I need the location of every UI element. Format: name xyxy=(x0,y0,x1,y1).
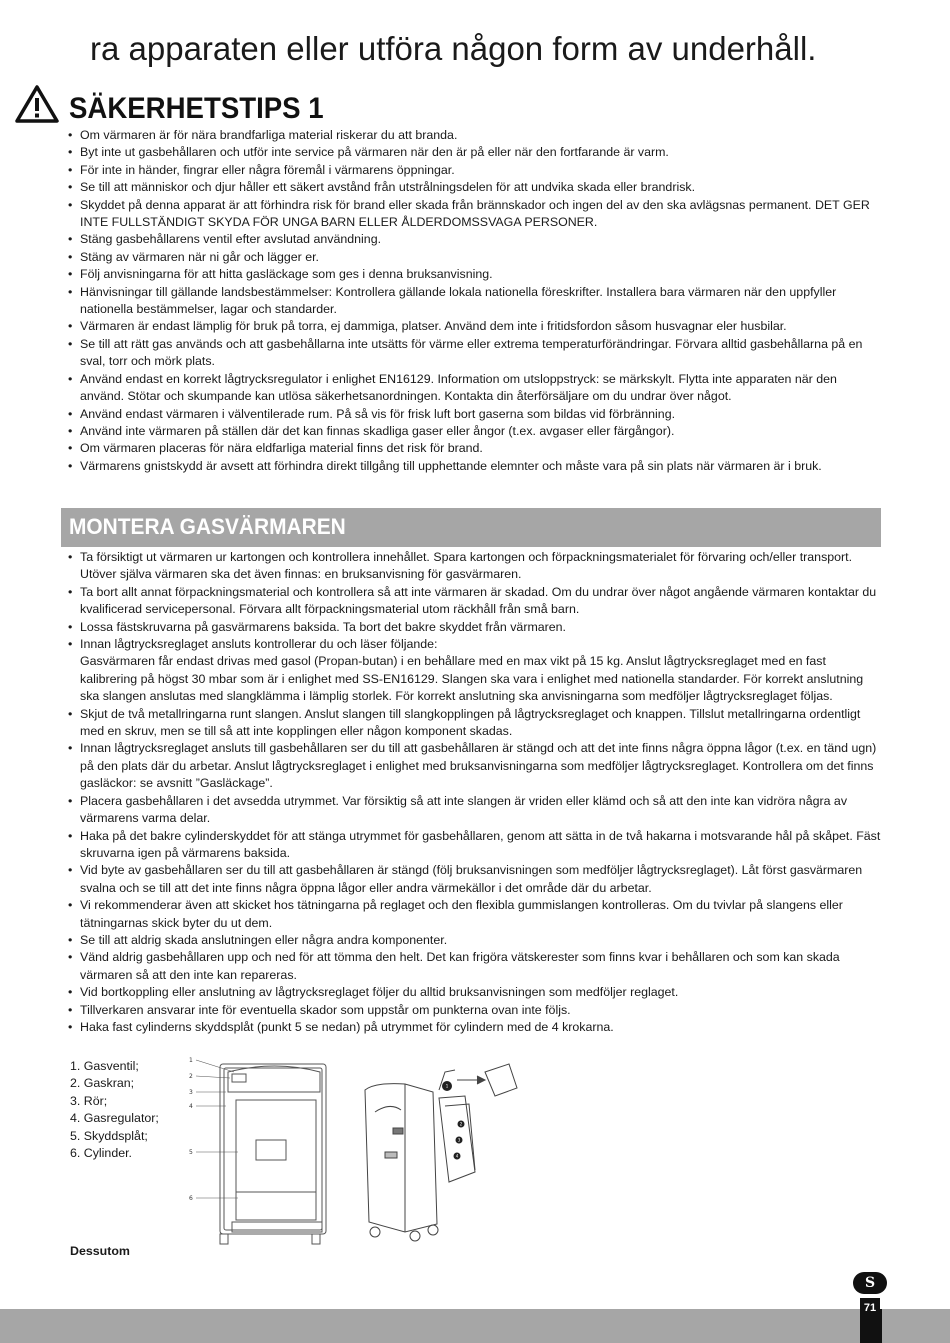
continued-text: ra apparaten eller utföra någon form av underhåll. xyxy=(90,30,817,67)
list-item: • Använd endast värmaren i välventilerade rum. På så vis för frisk luft bort gaserna som bildas vid förbränning. xyxy=(68,406,882,423)
figure-label: 2 xyxy=(189,1073,193,1080)
figure-label: 5 xyxy=(189,1149,193,1156)
list-item: • För inte in händer, fingrar eller några föremål i värmarens öppningar. xyxy=(68,162,882,179)
list-item: • Lossa fästskruvarna på gasvärmarens baksida. Ta bort det bakre skyddet från värmaren. xyxy=(68,619,882,636)
figure-label: 4 xyxy=(189,1103,193,1110)
list-item: • Stäng av värmaren när ni går och lägger er. xyxy=(68,249,882,266)
list-item: • Värmaren är endast lämplig för bruk på torra, ej dammiga, platser. Använd dem inte i fritidsfordon såsom husvagnar eler husbilar. xyxy=(68,318,882,335)
footer-bar xyxy=(0,1309,950,1343)
heater-back-diagram xyxy=(186,1052,336,1250)
section-banner xyxy=(61,508,881,547)
list-item: • Vid bortkoppling eller anslutning av lågtrycksreglaget följer du alltid bruksanvisningen som medföljer reglaget. xyxy=(68,984,882,1001)
list-item: • Se till att människor och djur håller ett säkert avstånd från utstrålningsdelen för att undvika skada eller brandrisk. xyxy=(68,179,882,196)
list-item: • Vi rekommenderar även att skicket hos tätningarna på reglaget och den flexibla gummislangen kontrolleras. Om du tvivlar på slangens eller tätningarnas skick byter du ut dem. xyxy=(68,897,882,932)
figure-label: 3 xyxy=(189,1089,193,1096)
page-number: 71 xyxy=(860,1298,880,1318)
assembly-bullet-list xyxy=(68,549,882,1036)
list-item: 3. Rör; xyxy=(70,1093,108,1108)
section-title-assembly: MONTERA GASVÄRMAREN xyxy=(69,514,346,539)
figure-label: 6 xyxy=(189,1195,193,1202)
list-item: • Haka fast cylinderns skyddsplåt (punkt 5 se nedan) på utrymmet för cylindern med de 4 krokarna. xyxy=(68,1019,882,1036)
heater-assembly-diagram xyxy=(345,1052,545,1242)
dessutom-label: Dessutom xyxy=(70,1244,130,1258)
warning-triangle-icon xyxy=(14,84,60,124)
list-item: 4. Gasregulator; xyxy=(70,1111,159,1126)
list-item: • Ta försiktigt ut värmaren ur kartongen och kontrollera innehållet. Spara kartongen och förpackningsmaterialet för förvaring och/eller transport. Utöver själva värmaren ska det även finnas: en bruksanvisning för gasvärmaren. xyxy=(68,549,882,584)
figure-label: 2 xyxy=(459,1121,463,1127)
figure-label: 3 xyxy=(457,1137,461,1143)
list-item: • Placera gasbehållaren i det avsedda utrymmet. Var försiktig så att inte slangen är vriden eller klämd och så att den inte kan vidröra några av värmarens varma delar. xyxy=(68,793,882,828)
list-item: • Tillverkaren ansvarar inte för eventuella skador som uppstår om punkterna ovan inte följs. xyxy=(68,1002,882,1019)
list-item: • Skjut de två metallringarna runt slangen. Anslut slangen till slangkopplingen på lågtrycksreglaget och knappen. Tillslut metallringarna ordentligt med en skruv, men se till så att inte kopplingen eller någon komponent skadas. xyxy=(68,706,882,741)
section-title-safety: SÄKERHETSTIPS 1 xyxy=(69,92,324,125)
list-item: • Se till att rätt gas används och att gasbehållarna inte utsätts för värme eller extrema temperaturförändringar. Förvara alltid gasbehållarna på en sval, torr och mörk plats. xyxy=(68,336,882,371)
list-item: 1. Gasventil; xyxy=(70,1059,139,1073)
list-item: • Använd endast en korrekt lågtrycksregulator i enlighet EN16129. Information om utsloppstryck: se märkskylt. Flytta inte apparaten när den använd. Stötar och skumpande kan utlösa säkerhetsanordningen. Kontakta din återförsäljare om du undrar över något. xyxy=(68,371,882,406)
list-item: • Använd inte värmaren på ställen där det kan finnas skadliga gaser eller ångor (t.ex. avgaser eller färgångor). xyxy=(68,423,882,440)
list-item: • Haka på det bakre cylinderskyddet för att stänga utrymmet för gasbehållaren, genom att sätta in de två hakarna i motsvarande hål på skåpet. Fäst skruvarna igen på värmarens baksida. xyxy=(68,828,882,863)
list-item: • Följ anvisningarna för att hitta gasläckage som ges i denna bruksanvisning. xyxy=(68,266,882,283)
list-item: • Stäng gasbehållarens ventil efter avslutad användning. xyxy=(68,231,882,248)
list-item: • Hänvisningar till gällande landsbestämmelser: Kontrollera gällande lokala nationella föreskrifter. Installera bara värmaren när den uppfyller nationella bestämmelser, lagar och standarder. xyxy=(68,284,882,319)
list-item: • Om värmaren är för nära brandfarliga material riskerar du att branda. xyxy=(68,127,882,144)
list-item: • Byt inte ut gasbehållaren och utför inte service på värmaren när den är på eller när den fortfarande är varm. xyxy=(68,144,882,161)
list-item: • Om värmaren placeras för nära eldfarliga material finns det risk för brand. xyxy=(68,440,882,457)
safety-bullet-list xyxy=(68,127,882,475)
figure-label: 4 xyxy=(455,1153,459,1159)
list-item: • Ta bort allt annat förpackningsmaterial och kontrollera så att inte värmaren är skadad. Om du undrar över något angående värmaren kontaktar du kvalificerad servicepersonal. Förvara allt förpackningsmaterial utom räckhåll från små barn. xyxy=(68,584,882,619)
language-badge: S xyxy=(853,1272,887,1294)
list-item: 6. Cylinder. xyxy=(70,1146,132,1161)
figure-label: 1 xyxy=(445,1083,449,1089)
list-item: • Se till att aldrig skada anslutningen eller några andra komponenter. xyxy=(68,932,882,949)
list-item: • Vänd aldrig gasbehållaren upp och ned för att tömma den helt. Det kan frigöra vätskerester som finns kvar i behållaren och som kan skada värmaren så att den inte kan repareras. xyxy=(68,949,882,984)
list-item: • Innan lågtrycksreglaget ansluts till gasbehållaren ser du till att gasbehållaren är stängd och att det inte finns några öppna lågor (t.ex. en tänd ugn) på den plats där du arbetar. Anslut lågtrycksreglaget i enlighet med bruksanvisningarna som medföljer lågtrycksreglaget. Kontrollera om det finns gasläckor: se avsnitt ”Gasläckage”. xyxy=(68,740,882,792)
parts-list xyxy=(70,1058,159,1162)
list-item: • Innan lågtrycksreglaget ansluts kontrollerar du och läser följande: Gasvärmaren får endast drivas med gasol (Propan-butan) i en behållare med en max vikt på 15 kg. Anslut lågtrycksreglaget med en fast kalibrering på högst 30 mbar som är i enlighet med SS-EN16129. Slangen ska vara i enlighet med nationella standarder. För korrekt anslutning ska slangen anslutas med slangklämma i lämplig storlek. För korrekt anslutning ska anvisningarna som medföljer lågtrycksreglaget följas. xyxy=(68,636,882,706)
list-item: • Vid byte av gasbehållaren ser du till att gasbehållaren är stängd (följ bruksanvisningen som medföljer lågtrycksreglaget). Låt först gasvärmaren svalna och se till att det inte finns några öppna lågor eller andra värmekällor i det område där du arbetar. xyxy=(68,862,882,897)
figure-label: 1 xyxy=(189,1057,193,1064)
list-item: • Värmarens gnistskydd är avsett att förhindra direkt tillgång till upphettande elemnter och måste vara på sin plats när värmaren är i bruk. xyxy=(68,458,882,475)
list-item: • Skyddet på denna apparat är att förhindra risk för brand eller skada från brännskador och ingen del av den ska avlägsnas permanent. DET GER INTE FULLSTÄNDIGT SKYDA FÖR UNGA BARN ELLER ÅLDERDOMSSVAGA PERSONER. xyxy=(68,197,882,232)
list-item: 2. Gaskran; xyxy=(70,1076,135,1091)
list-item: 5. Skyddsplåt; xyxy=(70,1128,148,1143)
